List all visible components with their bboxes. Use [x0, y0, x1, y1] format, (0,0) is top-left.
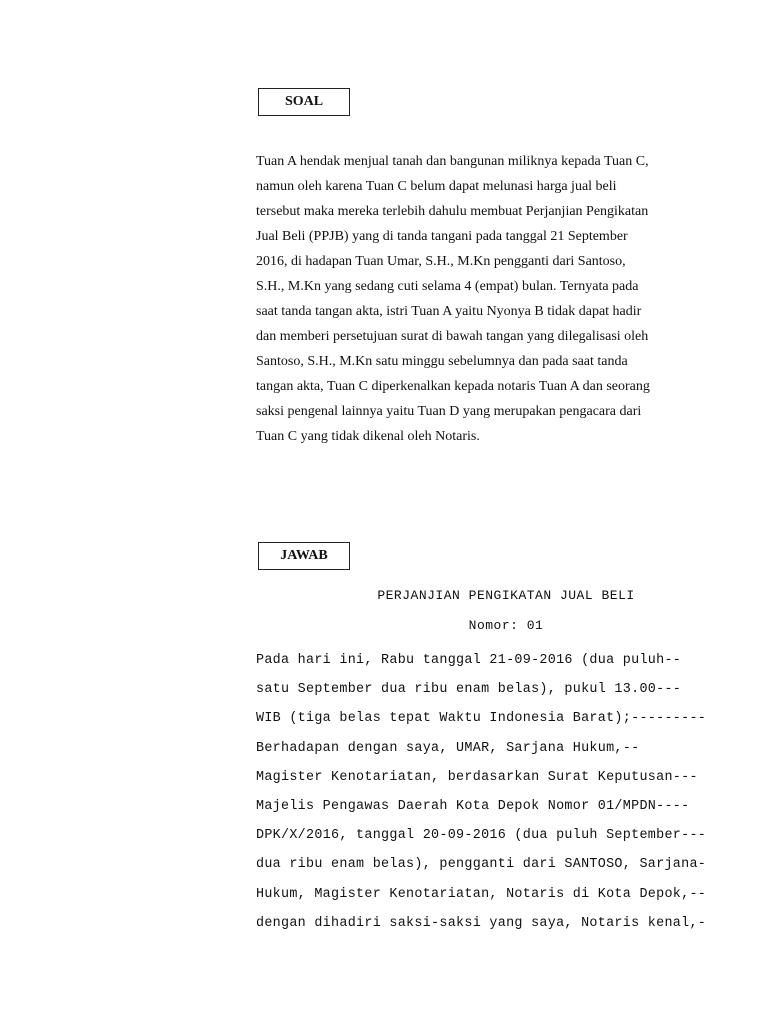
soal-line: Tuan C yang tidak dikenal oleh Notaris.	[256, 429, 480, 444]
deed-line: satu September dua ribu enam belas), pukul 13.00---	[256, 682, 682, 698]
soal-line: tangan akta, Tuan C diperkenalkan kepada notaris Tuan A dan seorang	[256, 379, 650, 394]
deed-line: Majelis Pengawas Daerah Kota Depok Nomor 01/MPDN----	[256, 798, 690, 814]
soal-line: saat tanda tangan akta, istri Tuan A yaitu Nyonya B tidak dapat hadir	[256, 304, 642, 319]
soal-paragraph	[256, 149, 696, 449]
soal-line: Santoso, S.H., M.Kn satu minggu sebelumnya dan pada saat tanda	[256, 354, 628, 369]
jawab-heading: JAWAB	[280, 548, 328, 563]
deed-number: Nomor: 01	[468, 618, 544, 633]
soal-line: Jual Beli (PPJB) yang di tanda tangani pada tanggal 21 September	[256, 229, 628, 244]
jawab-heading-box	[258, 542, 350, 570]
soal-line: namun oleh karena Tuan C belum dapat melunasi harga jual beli	[256, 179, 617, 194]
soal-line: 2016, di hadapan Tuan Umar, S.H., M.Kn pengganti dari Santoso,	[256, 254, 626, 269]
deed-title: PERJANJIAN PENGIKATAN JUAL BELI	[377, 588, 635, 603]
deed-line: Berhadapan dengan saya, UMAR, Sarjana Hukum,--	[256, 740, 640, 756]
soal-heading: SOAL	[284, 94, 324, 109]
deed-body	[256, 646, 761, 938]
deed-line: Hukum, Magister Kenotariatan, Notaris di Kota Depok,--	[256, 886, 707, 902]
deed-line: Magister Kenotariatan, berdasarkan Surat Keputusan---	[256, 769, 698, 785]
deed-line: dua ribu enam belas), pengganti dari SANTOSO, Sarjana-	[256, 857, 707, 873]
deed-line: Pada hari ini, Rabu tanggal 21-09-2016 (dua puluh--	[256, 653, 682, 668]
soal-line: dan memberi persetujuan surat di bawah tangan yang dilegalisasi oleh	[256, 329, 649, 344]
soal-line: S.H., M.Kn yang sedang cuti selama 4 (empat) bulan. Ternyata pada	[256, 279, 639, 294]
deed-line: WIB (tiga belas tepat Waktu Indonesia Barat);---------	[256, 711, 707, 727]
soal-line: saksi pengenal lainnya yaitu Tuan D yang merupakan pengacara dari	[256, 404, 642, 419]
deed-line: dengan dihadiri saksi-saksi yang saya, Notaris kenal,-	[256, 915, 707, 931]
soal-line: Tuan A hendak menjual tanah dan bangunan miliknya kepada Tuan C,	[256, 154, 649, 169]
soal-line: tersebut maka mereka terlebih dahulu membuat Perjanjian Pengikatan	[256, 204, 649, 219]
soal-heading-box	[258, 88, 350, 116]
deed-line: DPK/X/2016, tanggal 20-09-2016 (dua puluh September---	[256, 828, 707, 844]
